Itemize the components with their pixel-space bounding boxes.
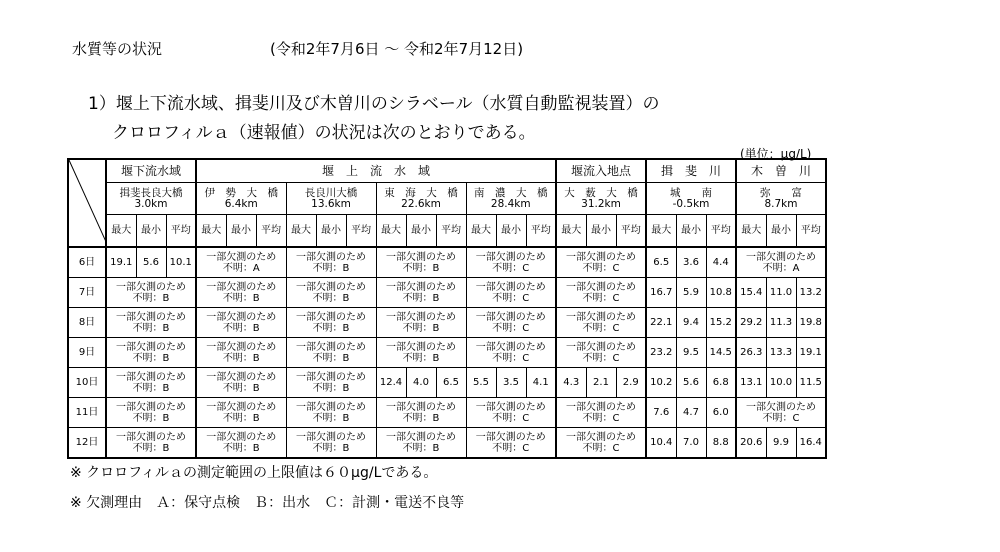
value-cell: 3.6 <box>676 247 706 278</box>
missing-data-text: 不明：B <box>402 442 440 454</box>
missing-data-text: 不明：C <box>492 292 530 304</box>
stat-label: 平均 <box>616 215 646 248</box>
missing-data-cell <box>196 278 286 308</box>
missing-data-cell <box>556 247 646 278</box>
stat-label: 最小 <box>496 215 526 248</box>
missing-data-cell <box>286 428 376 459</box>
station-distance: 31.2km <box>581 197 621 210</box>
missing-data-text: 一部欠測のため <box>566 281 636 293</box>
missing-data-cell <box>736 398 826 428</box>
missing-data-cell <box>106 398 196 428</box>
value-cell: 19.8 <box>796 308 826 338</box>
missing-data-cell <box>196 398 286 428</box>
missing-data-text: 不明：A <box>762 262 800 274</box>
value-cell: 19.1 <box>796 338 826 368</box>
station-header <box>106 183 196 215</box>
station-header <box>646 183 736 215</box>
missing-data-text: 不明：B <box>312 412 350 424</box>
missing-data-text: 不明：B <box>402 352 440 364</box>
missing-data-text: 不明：B <box>222 292 260 304</box>
missing-data-text: 不明：A <box>222 262 260 274</box>
missing-data-cell <box>286 338 376 368</box>
group-header: 木 曽 川 <box>736 159 826 183</box>
value-cell: 15.2 <box>706 308 736 338</box>
report-period: (令和2年7月6日 ～ 令和2年7月12日) <box>270 40 524 58</box>
missing-data-cell <box>286 368 376 398</box>
value-cell: 4.4 <box>706 247 736 278</box>
station-header <box>196 183 286 215</box>
missing-data-cell <box>376 338 466 368</box>
stat-label: 最大 <box>556 215 586 248</box>
day-label: 8日 <box>68 308 106 338</box>
note-measurement-limit: ※ クロロフィルａの測定範囲の上限値は６０μg/Lである。 <box>70 465 438 481</box>
value-cell: 11.0 <box>766 278 796 308</box>
missing-data-text: 一部欠測のため <box>296 401 366 413</box>
missing-data-text: 不明：B <box>312 352 350 364</box>
value-cell: 9.5 <box>676 338 706 368</box>
missing-data-text: 不明：B <box>132 322 170 334</box>
station-distance: 8.7km <box>764 197 798 210</box>
station-header <box>286 183 376 215</box>
missing-data-cell <box>106 428 196 459</box>
value-cell: 8.8 <box>706 428 736 459</box>
missing-data-text: 一部欠測のため <box>296 341 366 353</box>
missing-data-cell <box>736 247 826 278</box>
value-cell: 14.5 <box>706 338 736 368</box>
missing-data-cell <box>556 308 646 338</box>
missing-data-text: 一部欠測のため <box>566 311 636 323</box>
day-label: 6日 <box>68 247 106 278</box>
value-cell: 2.1 <box>586 368 616 398</box>
stat-label: 平均 <box>166 215 196 248</box>
station-header <box>376 183 466 215</box>
missing-data-text: 不明：B <box>222 442 260 454</box>
value-cell: 5.6 <box>136 247 166 278</box>
missing-data-text: 不明：C <box>492 352 530 364</box>
value-cell: 26.3 <box>736 338 766 368</box>
value-cell: 5.6 <box>676 368 706 398</box>
value-cell: 2.9 <box>616 368 646 398</box>
missing-data-text: 一部欠測のため <box>296 281 366 293</box>
missing-data-cell <box>556 398 646 428</box>
value-cell: 7.0 <box>676 428 706 459</box>
missing-data-text: 不明：C <box>582 322 620 334</box>
missing-data-text: 一部欠測のため <box>746 401 816 413</box>
missing-data-text: 一部欠測のため <box>746 251 816 263</box>
day-label: 7日 <box>68 278 106 308</box>
value-cell: 22.1 <box>646 308 676 338</box>
value-cell: 6.8 <box>706 368 736 398</box>
missing-data-text: 不明：C <box>582 352 620 364</box>
stat-label: 最大 <box>736 215 766 248</box>
missing-data-text: 不明：C <box>492 412 530 424</box>
missing-data-text: 不明：C <box>582 262 620 274</box>
missing-data-text: 一部欠測のため <box>566 341 636 353</box>
station-name: 大 薮 大 橋 <box>564 186 638 199</box>
missing-data-cell <box>286 278 376 308</box>
day-label: 11日 <box>68 398 106 428</box>
value-cell: 13.3 <box>766 338 796 368</box>
stat-label: 最大 <box>466 215 496 248</box>
missing-data-cell <box>106 368 196 398</box>
station-header <box>736 183 826 215</box>
value-cell: 10.8 <box>706 278 736 308</box>
value-cell: 19.1 <box>106 247 136 278</box>
missing-data-text: 一部欠測のため <box>566 251 636 263</box>
missing-data-text: 一部欠測のため <box>116 281 186 293</box>
station-name: 城 南 <box>670 186 712 199</box>
station-distance: 13.6km <box>311 197 351 210</box>
missing-data-text: 不明：B <box>312 442 350 454</box>
missing-data-text: 不明：B <box>402 412 440 424</box>
stat-label: 平均 <box>526 215 556 248</box>
missing-data-text: 不明：B <box>222 352 260 364</box>
value-cell: 16.7 <box>646 278 676 308</box>
missing-data-text: 一部欠測のため <box>206 251 277 263</box>
missing-data-text: 一部欠測のため <box>116 371 186 383</box>
missing-data-text: 一部欠測のため <box>566 431 636 443</box>
missing-data-text: 不明：C <box>582 442 620 454</box>
missing-data-cell <box>286 308 376 338</box>
missing-data-cell <box>196 247 286 278</box>
value-cell: 16.4 <box>796 428 826 459</box>
missing-data-text: 不明：C <box>492 442 530 454</box>
value-cell: 29.2 <box>736 308 766 338</box>
stat-label: 平均 <box>706 215 736 248</box>
day-label: 10日 <box>68 368 106 398</box>
missing-data-text: 一部欠測のため <box>475 431 546 443</box>
missing-data-cell <box>196 428 286 459</box>
stat-label: 最大 <box>106 215 136 248</box>
unit-label: (単位：μg/L) <box>740 147 812 161</box>
missing-data-text: 不明：B <box>312 322 350 334</box>
missing-data-cell <box>466 338 556 368</box>
value-cell: 10.4 <box>646 428 676 459</box>
missing-data-text: 一部欠測のため <box>386 251 456 263</box>
missing-data-text: 一部欠測のため <box>206 371 277 383</box>
value-cell: 23.2 <box>646 338 676 368</box>
missing-data-text: 一部欠測のため <box>386 311 456 323</box>
value-cell: 3.5 <box>496 368 526 398</box>
missing-data-text: 一部欠測のため <box>206 431 277 443</box>
missing-data-text: 一部欠測のため <box>386 431 456 443</box>
missing-data-text: 一部欠測のため <box>475 311 546 323</box>
missing-data-text: 不明：C <box>492 322 530 334</box>
value-cell: 10.0 <box>766 368 796 398</box>
missing-data-cell <box>466 398 556 428</box>
missing-data-cell <box>466 278 556 308</box>
value-cell: 20.6 <box>736 428 766 459</box>
station-distance: 6.4km <box>224 197 258 210</box>
missing-data-cell <box>196 368 286 398</box>
missing-data-cell <box>106 278 196 308</box>
missing-data-text: 不明：B <box>132 412 170 424</box>
intro-line-2: クロロフィルａ（速報値）の状況は次のとおりである。 <box>112 123 536 143</box>
value-cell: 9.4 <box>676 308 706 338</box>
missing-data-text: 一部欠測のため <box>566 401 636 413</box>
missing-data-cell <box>466 247 556 278</box>
value-cell: 10.2 <box>646 368 676 398</box>
missing-data-cell <box>106 338 196 368</box>
missing-data-text: 一部欠測のため <box>116 341 186 353</box>
missing-data-text: 一部欠測のため <box>116 431 186 443</box>
missing-data-cell <box>466 308 556 338</box>
missing-data-text: 一部欠測のため <box>475 281 546 293</box>
stat-label: 平均 <box>436 215 466 248</box>
value-cell: 6.5 <box>436 368 466 398</box>
missing-data-text: 一部欠測のため <box>116 401 186 413</box>
missing-data-text: 一部欠測のため <box>116 311 186 323</box>
station-distance: 28.4km <box>490 197 531 210</box>
missing-data-text: 一部欠測のため <box>475 401 546 413</box>
stat-label: 最小 <box>226 215 256 248</box>
missing-data-cell <box>376 247 466 278</box>
group-header: 堰 上 流 水 域 <box>196 159 556 183</box>
missing-data-text: 不明：B <box>132 382 170 394</box>
stat-label: 最大 <box>286 215 316 248</box>
station-name: 弥 富 <box>760 186 802 199</box>
station-name: 伊 勢 大 橋 <box>204 186 278 199</box>
value-cell: 5.9 <box>676 278 706 308</box>
missing-data-cell <box>556 338 646 368</box>
value-cell: 5.5 <box>466 368 496 398</box>
missing-data-text: 不明：B <box>402 292 440 304</box>
value-cell: 4.0 <box>406 368 436 398</box>
station-header <box>466 183 556 215</box>
missing-data-cell <box>286 398 376 428</box>
value-cell: 6.5 <box>646 247 676 278</box>
missing-data-text: 不明：B <box>222 412 260 424</box>
missing-data-text: 一部欠測のため <box>386 281 456 293</box>
missing-data-cell <box>556 278 646 308</box>
missing-data-text: 不明：B <box>132 352 170 364</box>
missing-data-cell <box>556 428 646 459</box>
missing-data-text: 不明：B <box>222 382 260 394</box>
missing-data-text: 不明：B <box>312 382 350 394</box>
missing-data-text: 一部欠測のため <box>206 341 277 353</box>
value-cell: 4.7 <box>676 398 706 428</box>
missing-data-text: 不明：C <box>582 292 620 304</box>
missing-data-text: 一部欠測のため <box>386 401 456 413</box>
missing-data-text: 不明：C <box>762 412 800 424</box>
station-distance: 3.0km <box>134 197 168 210</box>
chlorophyll-table <box>67 158 827 459</box>
station-name: 揖斐長良大橋 <box>119 186 183 199</box>
stat-label: 最大 <box>196 215 226 248</box>
missing-data-cell <box>196 308 286 338</box>
value-cell: 13.2 <box>796 278 826 308</box>
missing-data-text: 一部欠測のため <box>296 431 366 443</box>
stat-label: 最小 <box>406 215 436 248</box>
note-missing-reasons: ※ 欠測理由 Ａ：保守点検 Ｂ：出水 Ｃ：計測・電送不良等 <box>70 495 465 511</box>
value-cell: 11.3 <box>766 308 796 338</box>
stat-label: 最大 <box>376 215 406 248</box>
value-cell: 4.3 <box>556 368 586 398</box>
station-header <box>556 183 646 215</box>
missing-data-text: 一部欠測のため <box>296 311 366 323</box>
intro-line-1: 1）堰上下流水域、揖斐川及び木曽川のシラベール（水質自動監視装置）の <box>88 94 660 114</box>
missing-data-text: 一部欠測のため <box>475 251 546 263</box>
group-header: 揖 斐 川 <box>646 159 736 183</box>
value-cell: 10.1 <box>166 247 196 278</box>
missing-data-text: 不明：B <box>222 322 260 334</box>
value-cell: 13.1 <box>736 368 766 398</box>
value-cell: 6.0 <box>706 398 736 428</box>
missing-data-text: 一部欠測のため <box>475 341 546 353</box>
missing-data-text: 一部欠測のため <box>296 251 366 263</box>
corner-cell <box>68 159 106 247</box>
stat-label: 平均 <box>346 215 376 248</box>
missing-data-text: 不明：B <box>402 262 440 274</box>
stat-label: 最小 <box>136 215 166 248</box>
missing-data-text: 不明：C <box>582 412 620 424</box>
value-cell: 11.5 <box>796 368 826 398</box>
missing-data-text: 不明：B <box>132 442 170 454</box>
missing-data-cell <box>286 247 376 278</box>
missing-data-cell <box>106 308 196 338</box>
value-cell: 7.6 <box>646 398 676 428</box>
missing-data-cell <box>376 308 466 338</box>
missing-data-cell <box>376 398 466 428</box>
group-header: 堰下流水域 <box>106 159 196 183</box>
value-cell: 15.4 <box>736 278 766 308</box>
station-distance: -0.5km <box>672 197 710 210</box>
missing-data-text: 一部欠測のため <box>296 371 366 383</box>
stat-label: 平均 <box>796 215 826 248</box>
missing-data-text: 不明：B <box>402 322 440 334</box>
missing-data-cell <box>376 278 466 308</box>
group-header: 堰流入地点 <box>556 159 646 183</box>
station-name: 長良川大橋 <box>304 186 358 199</box>
missing-data-text: 一部欠測のため <box>206 401 277 413</box>
missing-data-text: 不明：B <box>312 292 350 304</box>
stat-label: 最小 <box>766 215 796 248</box>
value-cell: 9.9 <box>766 428 796 459</box>
value-cell: 4.1 <box>526 368 556 398</box>
missing-data-text: 一部欠測のため <box>386 341 456 353</box>
station-name: 南 濃 大 橋 <box>474 186 548 199</box>
missing-data-text: 一部欠測のため <box>206 281 277 293</box>
station-name: 東 海 大 橋 <box>384 186 458 199</box>
stat-label: 平均 <box>256 215 286 248</box>
stat-label: 最大 <box>646 215 676 248</box>
station-distance: 22.6km <box>401 197 441 210</box>
page-title: 水質等の状況 <box>72 40 163 58</box>
missing-data-text: 不明：B <box>312 262 350 274</box>
day-label: 12日 <box>68 428 106 459</box>
missing-data-text: 不明：B <box>132 292 170 304</box>
missing-data-cell <box>376 428 466 459</box>
day-label: 9日 <box>68 338 106 368</box>
value-cell: 12.4 <box>376 368 406 398</box>
missing-data-cell <box>196 338 286 368</box>
missing-data-text: 一部欠測のため <box>206 311 277 323</box>
stat-label: 最小 <box>586 215 616 248</box>
stat-label: 最小 <box>676 215 706 248</box>
missing-data-text: 不明：C <box>492 262 530 274</box>
missing-data-cell <box>466 428 556 459</box>
stat-label: 最小 <box>316 215 346 248</box>
